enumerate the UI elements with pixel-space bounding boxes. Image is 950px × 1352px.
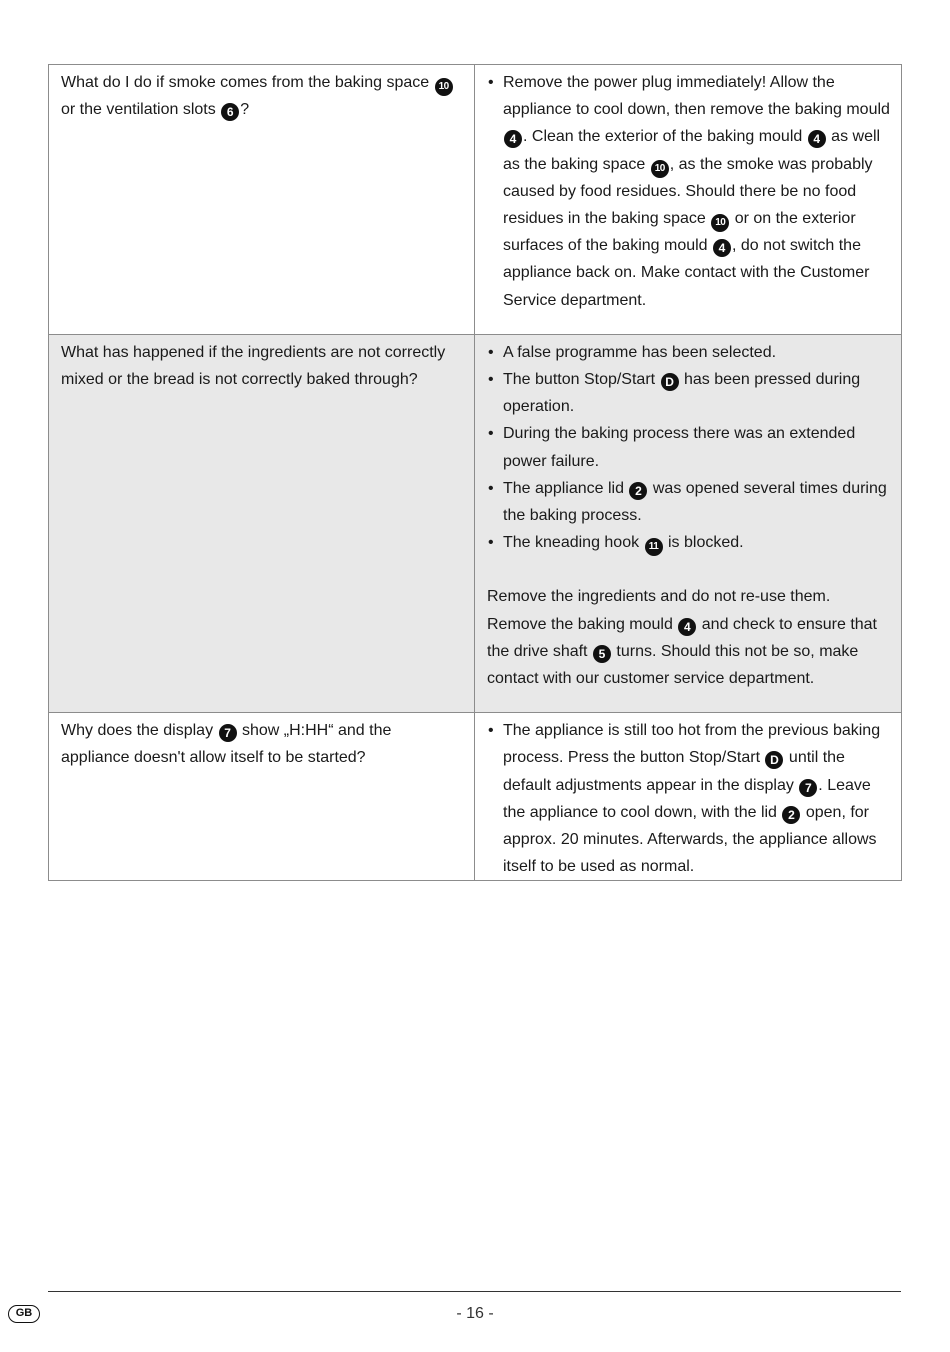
answer-list — [487, 717, 890, 880]
troubleshooting-table — [48, 64, 902, 881]
question-cell — [49, 334, 475, 712]
table-row — [49, 65, 902, 335]
marker-badge: 6 — [221, 103, 239, 121]
question-text: What has happened if the ingredients are not correctly mixed or the bread is not correctly baked through? — [61, 343, 446, 389]
marker-badge: 10 — [651, 160, 669, 178]
footer-divider — [48, 1291, 901, 1292]
table-row — [49, 334, 902, 712]
answer-note: Remove the ingredients and do not re-use them. Remove the baking mould 4 and check to ensure that the drive shaft 5 turns. Should this not be so, make contact with our customer service department. — [487, 588, 877, 688]
list-item: • During the baking process there was an extended power failure. — [487, 420, 890, 474]
marker-badge: 2 — [782, 806, 800, 824]
list-item: • Remove the power plug immediately! Allow the appliance to cool down, then remove the baking mould 4 . Clean the exterior of the baking mould 4 as well as the baking space 10 , as the smoke was probably caused by food residues. Should there be no food residues in the baking space 10 or on the exterior surfaces of the baking mould 4 , do not switch the appliance back on. Make contact with the Customer Service department. — [487, 69, 890, 314]
question-cell — [49, 65, 475, 335]
marker-badge: 2 — [629, 482, 647, 500]
list-item: • A false programme has been selected. — [487, 339, 890, 366]
marker-badge: 10 — [435, 78, 453, 96]
answer-list — [487, 69, 890, 314]
marker-badge: 7 — [799, 779, 817, 797]
marker-badge: D — [661, 373, 679, 391]
marker-badge: D — [765, 751, 783, 769]
question-text: What do I do if smoke comes from the baking space 10 or the ventilation slots 6 ? — [61, 69, 463, 123]
answer-list — [487, 339, 890, 557]
marker-badge: 11 — [645, 538, 663, 556]
list-item: • The appliance lid 2 was opened several times during the baking process. — [487, 475, 890, 529]
answer-cell — [475, 334, 902, 712]
question-text: Why does the display 7 show „H:HH“ and the appliance doesn't allow itself to be started? — [61, 722, 392, 767]
marker-badge: 10 — [711, 214, 729, 232]
country-badge: GB — [8, 1305, 40, 1323]
page-number: - 16 - — [456, 1305, 494, 1322]
marker-badge: 7 — [219, 724, 237, 742]
answer-cell — [475, 65, 902, 335]
marker-badge: 4 — [504, 130, 522, 148]
marker-badge: 5 — [593, 645, 611, 663]
list-item: • The button Stop/Start D has been pressed during operation. — [487, 366, 890, 420]
marker-badge: 4 — [713, 239, 731, 257]
table-row — [49, 713, 902, 881]
question-cell — [49, 713, 475, 881]
answer-cell — [475, 713, 902, 881]
list-item: • The appliance is still too hot from the previous baking process. Press the button Stop/Start D until the default adjustments appear in the display 7 . Leave the appliance to cool down, with the lid 2 open, for approx. 20 minutes. Afterwards, the appliance allows itself to be used as normal. — [487, 717, 890, 880]
list-item: • The kneading hook 11 is blocked. — [487, 529, 890, 556]
marker-badge: 4 — [678, 618, 696, 636]
marker-badge: 4 — [808, 130, 826, 148]
